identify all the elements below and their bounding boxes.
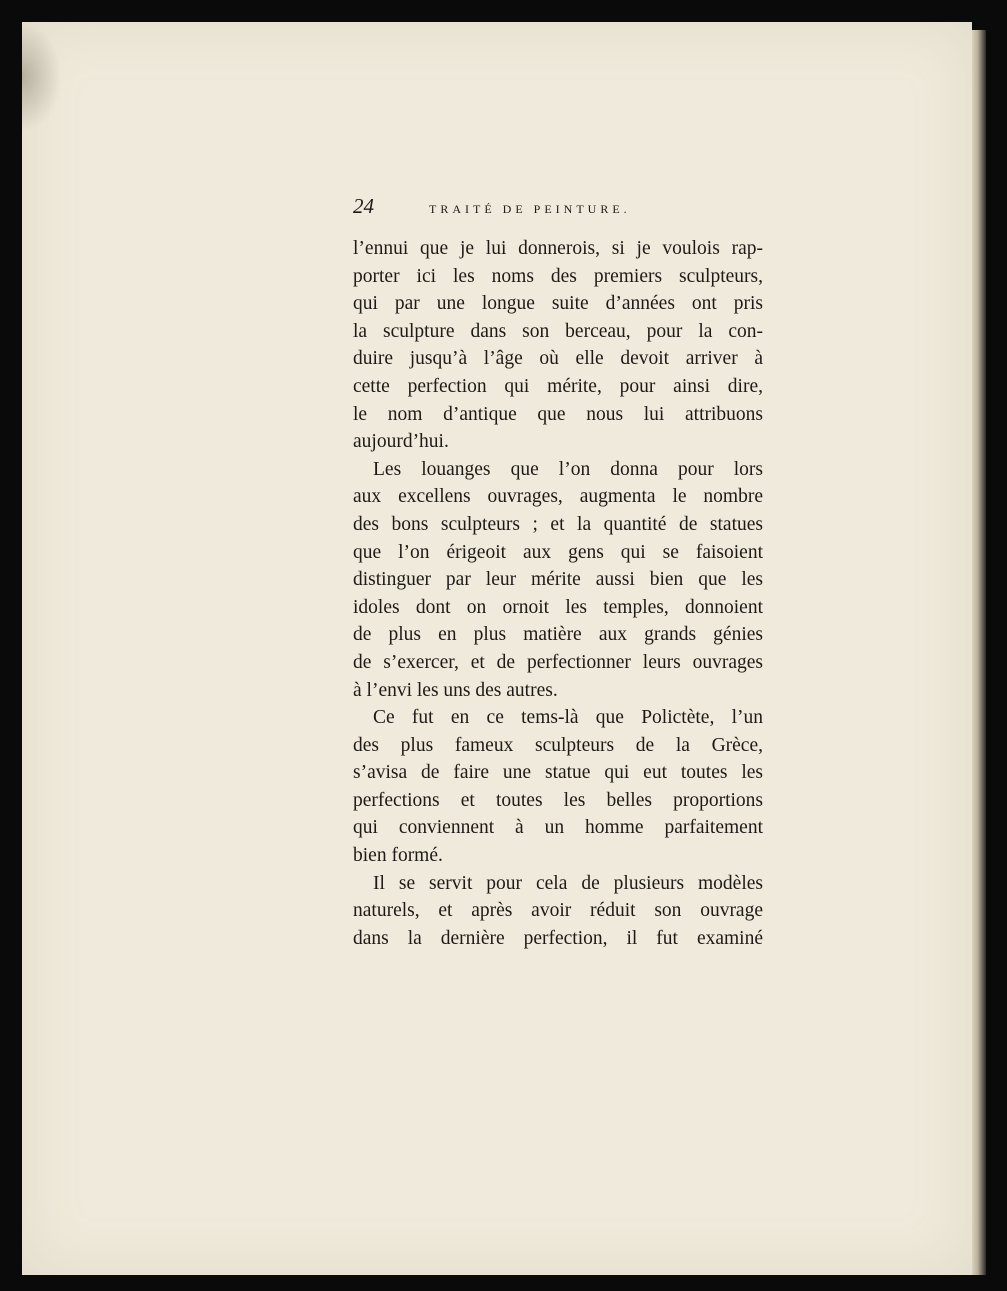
text-line: perfections et toutes les belles proportions bbox=[353, 789, 763, 811]
body-text bbox=[353, 235, 763, 952]
page-stain bbox=[22, 22, 62, 132]
text-line: Les louanges que l’on donna pour lors bbox=[373, 458, 763, 480]
text-line: distinguer par leur mérite aussi bien que les bbox=[353, 569, 763, 591]
text-line: porter ici les noms des premiers sculpteurs, bbox=[353, 265, 763, 287]
text-line: naturels, et après avoir réduit son ouvrage bbox=[353, 900, 763, 922]
text-line: qui par une longue suite d’années ont pris bbox=[353, 293, 763, 315]
text-line: aux excellens ouvrages, augmenta le nombre bbox=[353, 486, 763, 508]
paragraph-1 bbox=[353, 235, 763, 456]
page-header bbox=[353, 194, 693, 222]
text-line: Il se servit pour cela de plusieurs modèles bbox=[373, 872, 763, 894]
text-line: l’ennui que je lui donnerois, si je voulois rap- bbox=[353, 238, 763, 259]
running-title: TRAITÉ DE PEINTURE. bbox=[429, 202, 631, 216]
text-line: aujourd’hui. bbox=[353, 431, 449, 453]
text-line: la sculpture dans son berceau, pour la con- bbox=[353, 320, 763, 342]
text-line: Ce fut en ce tems-là que Polictète, l’un bbox=[373, 707, 763, 729]
text-line: s’avisa de faire une statue qui eut toutes les bbox=[353, 762, 763, 784]
text-line: le nom d’antique que nous lui attribuons bbox=[353, 403, 763, 425]
text-line: idoles dont on ornoit les temples, donnoient bbox=[353, 596, 763, 618]
text-line: duire jusqu’à l’âge où elle devoit arriver à bbox=[353, 348, 763, 370]
page-edge bbox=[972, 30, 986, 1275]
paragraph-4 bbox=[353, 870, 763, 953]
paragraph-2 bbox=[353, 456, 763, 704]
text-line: des bons sculpteurs ; et la quantité de statues bbox=[353, 513, 763, 535]
text-line: à l’envi les uns des autres. bbox=[353, 679, 558, 701]
text-line: de s’exercer, et de perfectionner leurs ouvrages bbox=[353, 651, 763, 673]
text-line: que l’on érigeoit aux gens qui se faisoient bbox=[353, 541, 763, 563]
text-line: des plus fameux sculpteurs de la Grèce, bbox=[353, 734, 763, 756]
text-line: de plus en plus matière aux grands génies bbox=[353, 624, 763, 646]
text-line: qui conviennent à un homme parfaitement bbox=[353, 817, 763, 839]
page-number: 24 bbox=[353, 194, 374, 218]
paragraph-3 bbox=[353, 704, 763, 870]
text-line: bien formé. bbox=[353, 845, 443, 867]
text-line: cette perfection qui mérite, pour ainsi dire, bbox=[353, 375, 763, 397]
text-line: dans la dernière perfection, il fut examiné bbox=[353, 927, 763, 949]
